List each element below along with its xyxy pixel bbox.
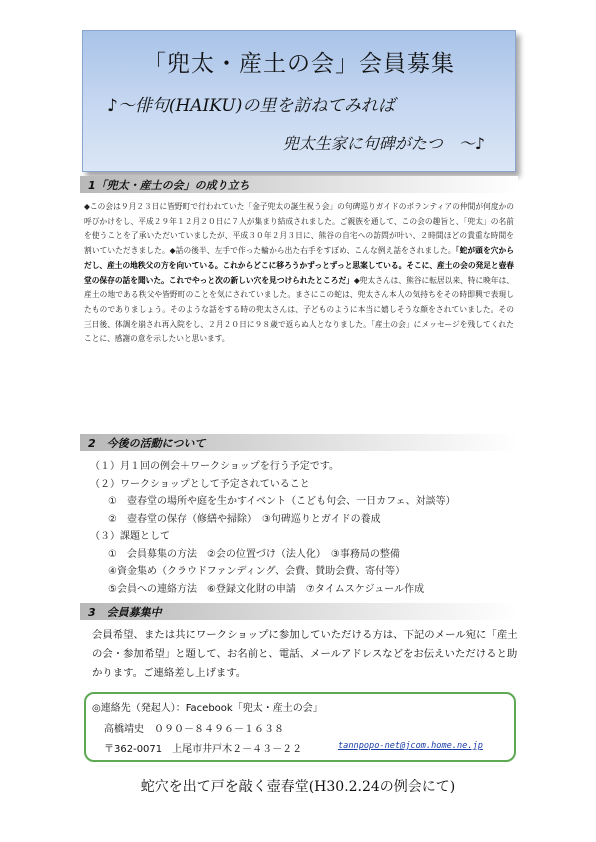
contact-line-facebook: ◎連絡先（発起人）：Facebook「兜太・産土の会」 [92, 703, 323, 714]
contact-line-phone: 高橋靖史 ０９０－８４９６－１６３８ [104, 724, 284, 735]
list-item: ⑤会員への連絡方法 ⑥登録文化財の申請 ⑦タイムスケジュール作成 [108, 583, 425, 595]
origin-quote: 「蛇が頭を穴からだし、産土の地秩父の方を向いている。これからどこに移ろうかずっとずっと思案している。そこに、産土の会の発足と壺春堂の保存の話を聞いた。これでやっと次の新しい穴を見つけられたところだ」 [84, 246, 514, 285]
email-link[interactable]: tannpopo-net@jcom.home.ne.jp [338, 741, 483, 751]
section-heading-recruitment-label: 3 会員募集中 [88, 606, 162, 619]
photo-caption: 蛇穴を出て戸を敲く壺春堂(H30.2.24の例会にて) [140, 779, 456, 795]
list-item: （１）月１回の例会＋ワークショップを行う予定です。 [90, 461, 339, 472]
list-item: ① 会員募集の方法 ②会の位置づけ（法人化） ③事務局の整備 [108, 548, 400, 560]
title-banner [82, 30, 516, 172]
contact-line-address: 〒362-0071 上尾市井戸木２－４３－２２ [104, 744, 303, 755]
list-item: ② 壺春堂の保存（修繕や掃除） ③句碑巡りとガイドの養成 [108, 513, 381, 525]
section-heading-recruitment [80, 603, 518, 620]
list-item: （２）ワークショップとして予定されていること [90, 478, 310, 490]
section-heading-activities [80, 434, 518, 451]
list-item: ④資金集め（クラウドファンディング、会費、賛助会費、寄付等） [108, 566, 406, 577]
activities-list [80, 458, 520, 598]
list-item: （３）課題として [90, 531, 170, 542]
banner-subtitle-2: 兜太生家に句碑がたつ ～♪ [282, 134, 485, 153]
origin-text-1: ◆この会は９月２３日に皆野町で行われていた「金子兜太の誕生祝う会」の句碑巡りガイドのボランティアの仲間が何度かの呼びかけをし、平成２９年１２月２０日に７人が集まり結成されました。ご親族を通して、この会の趣旨と、「兜太」の名前を使うことを了承いただいていましたが、平成３０年２月３日に、熊谷の自宅への訪問が叶い、２時間ほどの貴重な時間を割いていただきました。◆話の後半、左手で作った輪から出た右手をすぼめ、こんな例え話をされました。 [84, 202, 514, 256]
section-heading-activities-label: 2 今後の活動について [88, 437, 206, 450]
section-heading-origin-label: 1「兜太・産土の会」の成り立ち [88, 179, 250, 192]
recruitment-text: 会員希望、または共にワークショップに参加していただける方は、下記のメール宛に「産土の会・参加希望」と題して、お名前と、電話、メールアドレスなどをお伝えいただけると助かります。ご連絡差し上げます。 [92, 629, 518, 679]
origin-text-2: ◆兜太さんは、熊谷に転居以来、特に晩年は、産土の地である秩父や皆野町のことを気にされていました。まさにこの蛇は、兜太さん本人の気持ちをその時即興で表現したものでありましょう。そのような話をする時の兜太さんは、子どものように本当に嬉しそうな顔をされていました。その三日後、体調を崩され再入院をし、２月２０日に９８歳で返らぬ人となりました。「産土の会」にメッセージを残してくれたことに、感謝の意を示したいと思います。 [84, 275, 514, 344]
section-heading-origin [80, 176, 518, 193]
contact-box [84, 692, 516, 762]
page-title: 「兜太・産土の会」会員募集 [143, 51, 455, 77]
origin-paragraph [84, 200, 514, 347]
banner-subtitle-1: ♪～俳句(HAIKU)の里を訪ねてみれば [107, 96, 395, 116]
list-item: ① 壺春堂の場所や庭を生かすイベント（こども句会、一日カフェ、対談等） [108, 496, 456, 507]
